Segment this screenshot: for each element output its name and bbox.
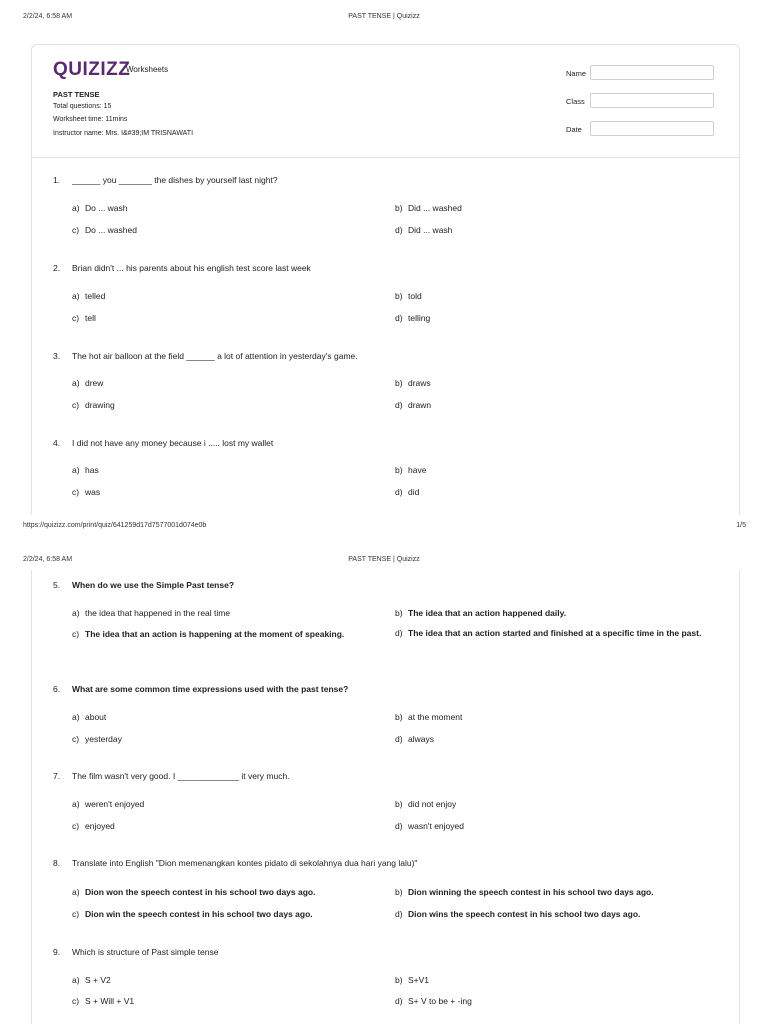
option-key: d) xyxy=(395,313,403,323)
option-key: c) xyxy=(72,313,80,323)
option-key: b) xyxy=(395,465,403,475)
option-b[interactable] xyxy=(395,203,715,213)
print-datetime: 2/2/24, 6:58 AM xyxy=(23,13,73,20)
page-number: 1/5 xyxy=(736,522,746,529)
date-field[interactable] xyxy=(590,121,714,136)
option-key: b) xyxy=(395,608,403,618)
option-text: weren't enjoyed xyxy=(85,799,145,809)
option-text: the idea that happened in the real time xyxy=(85,608,231,618)
option-key: b) xyxy=(395,712,403,722)
option-a[interactable] xyxy=(72,799,392,809)
question-text: Translate into English "Dion memenangkan kontes pidato di sekolahnya dua hari yang lalu)" xyxy=(72,858,418,868)
option-d[interactable] xyxy=(395,821,715,831)
option-key: b) xyxy=(395,887,403,897)
option-c[interactable] xyxy=(72,821,392,831)
option-a[interactable] xyxy=(72,887,392,897)
option-key: b) xyxy=(395,291,403,301)
worksheet-card xyxy=(31,44,740,515)
option-text: The idea that an action is happening at the moment of speaking. xyxy=(85,629,345,639)
option-text: S+V1 xyxy=(408,975,430,985)
option-key: a) xyxy=(72,608,80,618)
option-d[interactable] xyxy=(395,313,715,323)
option-text: Dion winning the speech contest in his school two days ago. xyxy=(408,887,654,897)
option-text: was xyxy=(85,487,101,497)
option-text: told xyxy=(408,291,422,301)
option-text: wasn't enjoyed xyxy=(408,821,464,831)
option-c[interactable] xyxy=(72,909,392,919)
option-b[interactable] xyxy=(395,712,715,722)
option-c[interactable] xyxy=(72,629,392,639)
question-number: 2. xyxy=(53,263,61,273)
option-key: d) xyxy=(395,400,403,410)
print-datetime: 2/2/24, 6:58 AM xyxy=(23,556,73,563)
option-a[interactable] xyxy=(72,378,392,388)
question-number: 5. xyxy=(53,580,61,590)
name-field[interactable] xyxy=(590,65,714,80)
option-text: S+ V to be + -ing xyxy=(408,996,472,1006)
option-b[interactable] xyxy=(395,975,715,985)
option-c[interactable] xyxy=(72,225,392,235)
class-field[interactable] xyxy=(590,93,714,108)
option-text: about xyxy=(85,712,107,722)
option-text: drew xyxy=(85,378,104,388)
option-text: Did ... washed xyxy=(408,203,462,213)
option-text: at the moment xyxy=(408,712,463,722)
option-a[interactable] xyxy=(72,465,392,475)
question-text: The film wasn't very good. I _____________ it very much. xyxy=(72,771,290,781)
option-b[interactable] xyxy=(395,608,715,618)
print-url: https://quizizz.com/print/quiz/641259d17d7577001d074e0b xyxy=(23,522,207,529)
name-label: Name xyxy=(566,69,587,78)
option-d[interactable] xyxy=(395,400,715,410)
option-key: c) xyxy=(72,225,80,235)
option-key: c) xyxy=(72,487,80,497)
quiz-title: PAST TENSE xyxy=(53,90,100,99)
option-d[interactable] xyxy=(395,734,715,744)
option-b[interactable] xyxy=(395,799,715,809)
option-text: Do ... washed xyxy=(85,225,137,235)
question-number: 6. xyxy=(53,684,61,694)
option-key: a) xyxy=(72,975,80,985)
option-text: S + Will + V1 xyxy=(85,996,135,1006)
option-key: c) xyxy=(72,400,80,410)
option-key: a) xyxy=(72,465,80,475)
option-text: did xyxy=(408,487,420,497)
question-number: 1. xyxy=(53,175,61,185)
option-text: Do ... wash xyxy=(85,203,128,213)
option-key: d) xyxy=(395,487,403,497)
header-divider xyxy=(32,157,739,158)
option-key: b) xyxy=(395,378,403,388)
option-a[interactable] xyxy=(72,203,392,213)
date-label: Date xyxy=(566,125,582,134)
option-text: yesterday xyxy=(85,734,122,744)
question-text: ______ you _______ the dishes by yourself last night? xyxy=(72,175,278,185)
class-label: Class xyxy=(566,97,585,106)
option-key: c) xyxy=(72,629,80,639)
option-key: a) xyxy=(72,712,80,722)
print-title: PAST TENSE | Quizizz xyxy=(348,556,420,563)
option-key: c) xyxy=(72,996,80,1006)
option-text: have xyxy=(408,465,427,475)
option-key: a) xyxy=(72,203,80,213)
question-text: What are some common time expressions used with the past tense? xyxy=(72,684,349,694)
option-a[interactable] xyxy=(72,608,392,618)
option-text: drawn xyxy=(408,400,432,410)
question-text: I did not have any money because i ..... lost my wallet xyxy=(72,438,274,448)
option-c[interactable] xyxy=(72,313,392,323)
option-text: always xyxy=(408,734,434,744)
option-key: c) xyxy=(72,909,80,919)
question-text: The hot air balloon at the field ______ a lot of attention in yesterday's game. xyxy=(72,351,358,361)
print-title: PAST TENSE | Quizizz xyxy=(348,13,420,20)
option-text: has xyxy=(85,465,99,475)
option-key: c) xyxy=(72,821,80,831)
option-key: b) xyxy=(395,975,403,985)
question-number: 3. xyxy=(53,351,61,361)
option-key: d) xyxy=(395,225,403,235)
option-key: c) xyxy=(72,734,80,744)
option-c[interactable] xyxy=(72,400,392,410)
option-text: Dion wins the speech contest in his school two days ago. xyxy=(408,909,641,919)
question-text: Brian didn't ... his parents about his english test score last week xyxy=(72,263,311,273)
option-key: d) xyxy=(395,628,403,638)
option-d[interactable] xyxy=(395,487,715,497)
option-b[interactable] xyxy=(395,887,715,897)
question-number: 4. xyxy=(53,438,61,448)
option-text: Dion won the speech contest in his school two days ago. xyxy=(85,887,316,897)
question-text: Which is structure of Past simple tense xyxy=(72,947,219,957)
option-text: The idea that an action happened daily. xyxy=(408,608,567,618)
option-b[interactable] xyxy=(395,465,715,475)
option-text: tell xyxy=(85,313,96,323)
option-text: enjoyed xyxy=(85,821,115,831)
quizizz-logo: QUIZIZZ xyxy=(53,59,131,80)
option-d[interactable] xyxy=(395,909,715,919)
option-key: a) xyxy=(72,799,80,809)
worksheet-time: Worksheet time: 11mins xyxy=(53,116,128,123)
option-key: b) xyxy=(395,799,403,809)
option-text: drawing xyxy=(85,400,115,410)
option-key: d) xyxy=(395,996,403,1006)
option-d[interactable] xyxy=(395,225,715,235)
option-text: telling xyxy=(408,313,431,323)
option-d[interactable] xyxy=(395,996,715,1006)
option-key: d) xyxy=(395,734,403,744)
option-key: d) xyxy=(395,821,403,831)
option-d[interactable] xyxy=(395,625,715,642)
option-text: S + V2 xyxy=(85,975,111,985)
question-number: 8. xyxy=(53,858,61,868)
option-a[interactable] xyxy=(72,712,392,722)
option-key: a) xyxy=(72,378,80,388)
option-key: b) xyxy=(395,203,403,213)
option-key: d) xyxy=(395,909,403,919)
option-key: a) xyxy=(72,291,80,301)
option-text: did not enjoy xyxy=(408,799,457,809)
option-a[interactable] xyxy=(72,291,392,301)
option-c[interactable] xyxy=(72,734,392,744)
option-b[interactable] xyxy=(395,378,715,388)
question-number: 7. xyxy=(53,771,61,781)
question-text: When do we use the Simple Past tense? xyxy=(72,580,235,590)
question-number: 9. xyxy=(53,947,61,957)
option-c[interactable] xyxy=(72,487,392,497)
instructor-name: Instructor name: Mrs. I&#39;IM TRISNAWATI xyxy=(53,130,194,137)
option-key: a) xyxy=(72,887,80,897)
option-text: draws xyxy=(408,378,431,388)
worksheets-label: Worksheets xyxy=(126,65,169,74)
total-questions: Total questions: 15 xyxy=(53,103,112,110)
option-b[interactable] xyxy=(395,291,715,301)
option-c[interactable] xyxy=(72,996,392,1006)
option-text: Did ... wash xyxy=(408,225,453,235)
option-a[interactable] xyxy=(72,975,392,985)
option-text: telled xyxy=(85,291,106,301)
option-text: Dion win the speech contest in his school two days ago. xyxy=(85,909,313,919)
worksheet-card xyxy=(31,570,740,1024)
option-text: The idea that an action started and finished at a specific time in the past. xyxy=(408,628,702,638)
